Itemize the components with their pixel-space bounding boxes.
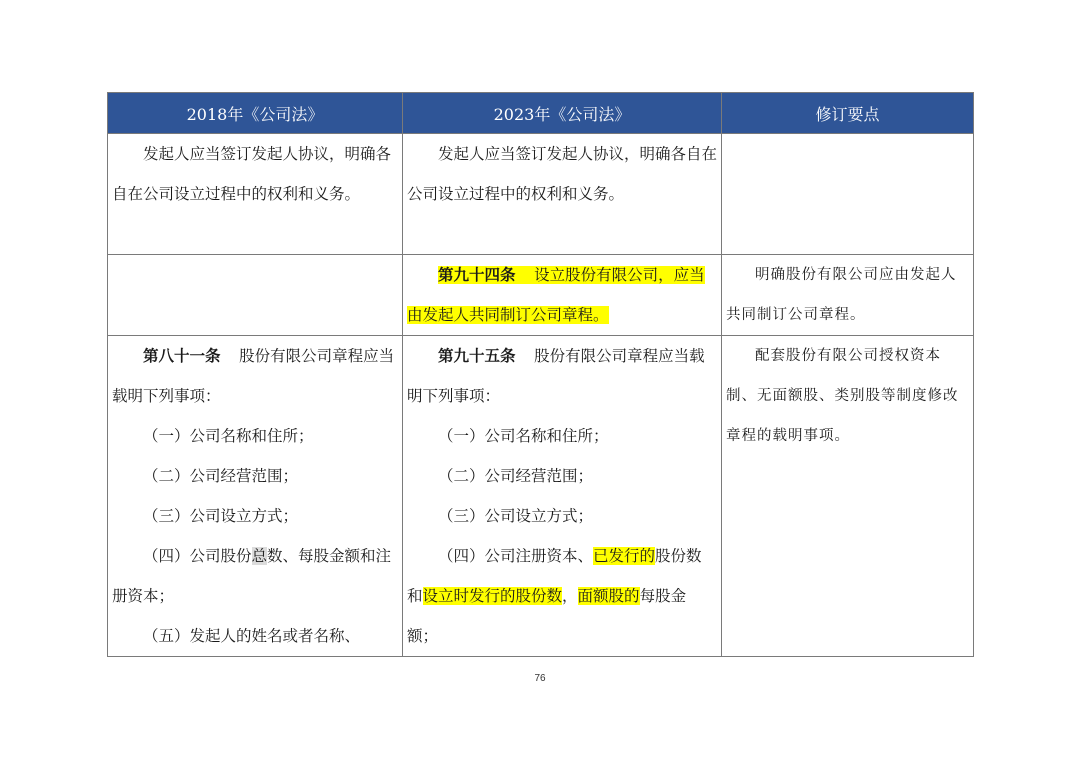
article-81-item-3: （三）公司设立方式； xyxy=(143,507,299,525)
article-95-item-1: （一）公司名称和住所； xyxy=(438,427,609,445)
text-2018-promoter-agreement: 发起人应当签订发起人协议，明确各自在公司设立过程中的权利和义务。 xyxy=(112,145,392,203)
table-row xyxy=(108,255,974,336)
revision-point-3: 配套股份有限公司授权资本制、无面额股、类别股等制度修改章程的载明事项。 xyxy=(726,348,959,444)
cell-2023-article-95 xyxy=(403,336,722,657)
cell-2018-promoter-agreement xyxy=(108,134,403,255)
article-95-item-3: （三）公司设立方式； xyxy=(438,507,594,525)
article-81-intro: 股份有限公司章程应当载明下列事项： xyxy=(112,347,395,405)
article-94-text: 设立股份有限公司，应当由发起人共同制订公司章程。 xyxy=(407,266,705,324)
article-81-item-1: （一）公司名称和住所； xyxy=(143,427,314,445)
cell-2018-empty xyxy=(108,255,403,336)
page-number: 76 xyxy=(534,673,546,684)
article-95-intro: 股份有限公司章程应当载明下列事项： xyxy=(407,347,705,405)
text-2023-promoter-agreement: 发起人应当签订发起人协议，明确各自在公司设立过程中的权利和义务。 xyxy=(407,145,718,203)
comparison-table xyxy=(107,92,974,657)
table-row xyxy=(108,134,974,255)
header-2018-law: 2018年《公司法》 xyxy=(108,93,403,134)
article-94-label: 第九十四条 xyxy=(438,265,516,284)
cell-2023-article-94 xyxy=(403,255,722,336)
article-95-item-2: （二）公司经营范围； xyxy=(438,467,594,485)
article-81-label: 第八十一条 xyxy=(143,346,221,365)
cell-revision-charter-items xyxy=(722,336,974,657)
cell-2023-promoter-agreement xyxy=(403,134,722,255)
cell-2018-article-81 xyxy=(108,336,403,657)
article-95-label: 第九十五条 xyxy=(438,346,516,365)
article-95-item-4: （四）公司注册资本、已发行的股份数和设立时发行的股份数，面额股的每股金额； xyxy=(407,547,702,645)
cell-revision-empty xyxy=(722,134,974,255)
article-81-item-2: （二）公司经营范围； xyxy=(143,467,299,485)
article-81-item-5: （五）发起人的姓名或者名称、 xyxy=(143,627,361,645)
cell-revision-articles-of-association xyxy=(722,255,974,336)
table-header-row xyxy=(108,93,974,134)
revision-point-2: 明确股份有限公司应由发起人共同制订公司章程。 xyxy=(726,267,957,323)
header-2023-law: 2023年《公司法》 xyxy=(403,93,722,134)
table-row xyxy=(108,336,974,657)
header-revision-points: 修订要点 xyxy=(722,93,974,134)
article-81-item-4: （四）公司股份总数、每股金额和注册资本； xyxy=(112,547,392,605)
